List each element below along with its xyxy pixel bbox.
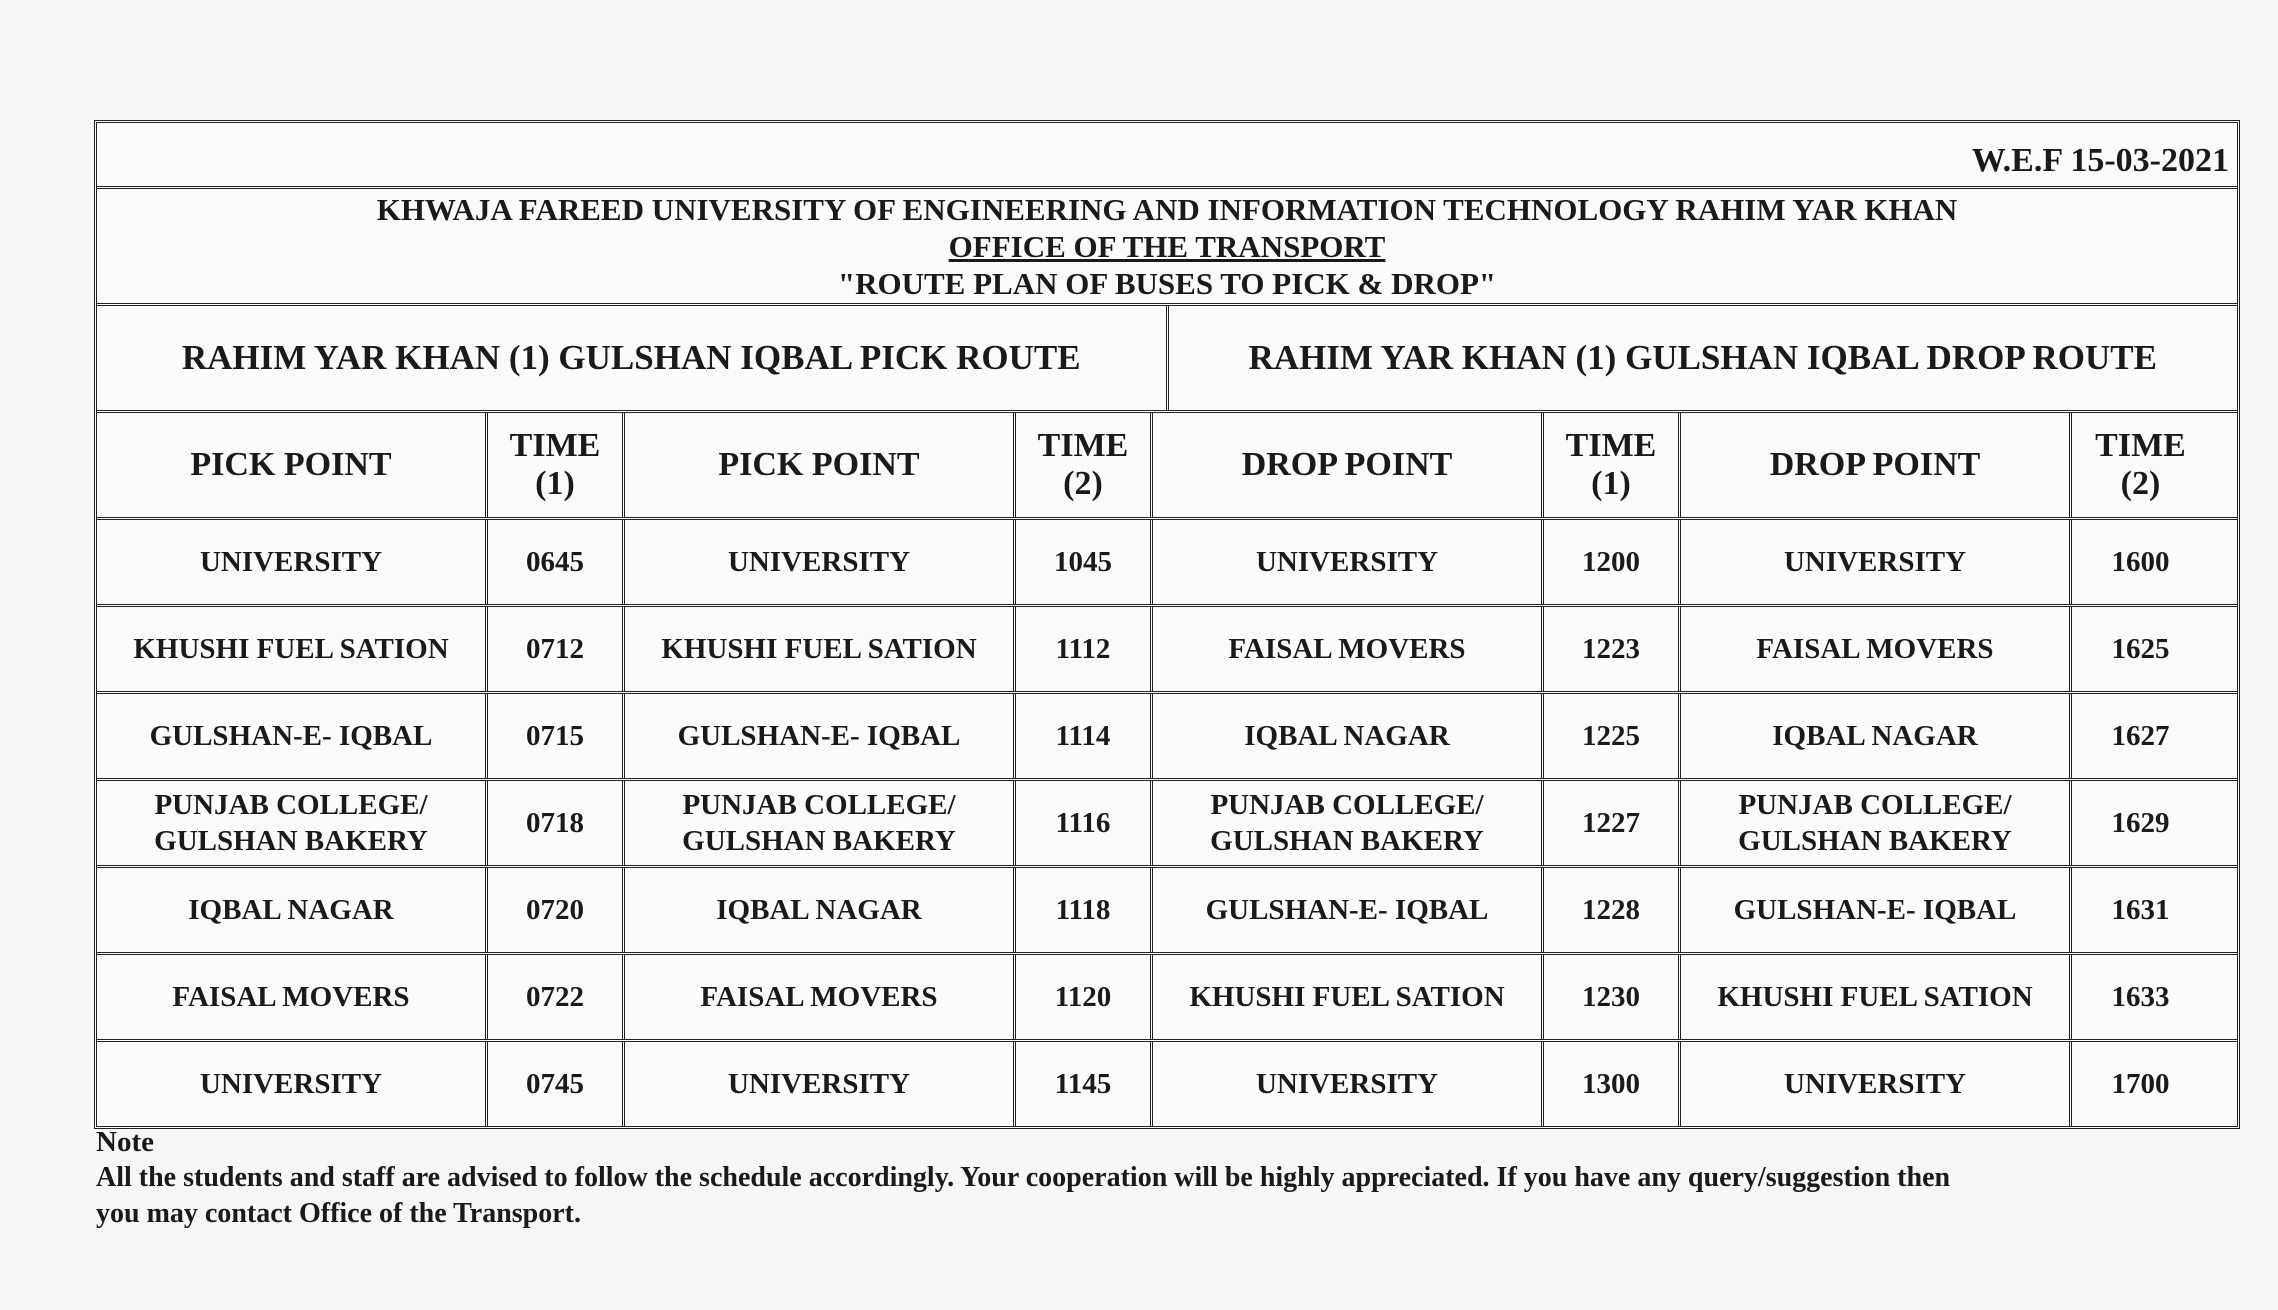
time-cell: 1223 <box>1544 607 1681 691</box>
time-cell: 1627 <box>2111 720 2170 752</box>
time-cell: 1120 <box>1016 955 1153 1039</box>
time-cell: 0722 <box>488 955 625 1039</box>
time-cell: 1625 <box>2111 633 2170 665</box>
stop-name-cell: IQBAL NAGAR <box>97 868 488 952</box>
effective-date: W.E.F 15-03-2021 <box>1971 142 2229 179</box>
stop-name-cell: UNIVERSITY <box>97 520 488 604</box>
route-plan-table <box>94 120 2240 1129</box>
time-cell: 0718 <box>488 781 625 865</box>
table-row <box>97 1042 2237 1126</box>
note-section <box>96 1124 2236 1232</box>
stop-name-cell: KHUSHI FUEL SATION <box>1681 955 2072 1039</box>
stop-name-cell: GULSHAN-E- IQBAL <box>97 694 488 778</box>
column-header: TIME (1) <box>1544 413 1681 517</box>
stop-name-cell: UNIVERSITY <box>625 520 1016 604</box>
time-cell: 0720 <box>488 868 625 952</box>
stop-name-cell: PUNJAB COLLEGE/ GULSHAN BAKERY <box>625 781 1016 865</box>
column-header: DROP POINT <box>1681 413 2072 517</box>
stop-name-cell: GULSHAN-E- IQBAL <box>1153 868 1544 952</box>
time-cell: 1114 <box>1016 694 1153 778</box>
column-header: PICK POINT <box>625 413 1016 517</box>
stop-name-cell: FAISAL MOVERS <box>1153 607 1544 691</box>
stop-name-cell: GULSHAN-E- IQBAL <box>625 694 1016 778</box>
university-name: KHWAJA FAREED UNIVERSITY OF ENGINEERING AND INFORMATION TECHNOLOGY RAHIM YAR KHAN <box>376 191 1958 227</box>
time-cell: 0715 <box>488 694 625 778</box>
table-body <box>97 520 2237 1126</box>
time-cell: 1600 <box>2111 546 2170 578</box>
stop-name-cell: PUNJAB COLLEGE/ GULSHAN BAKERY <box>1153 781 1544 865</box>
time-cell: 0712 <box>488 607 625 691</box>
stop-name-cell: KHUSHI FUEL SATION <box>97 607 488 691</box>
time-cell: 1112 <box>1016 607 1153 691</box>
stop-name-cell: UNIVERSITY <box>1681 520 2072 604</box>
table-row <box>97 868 2237 955</box>
stop-name-cell: UNIVERSITY <box>97 1042 488 1126</box>
time-cell: 1145 <box>1016 1042 1153 1126</box>
column-header: DROP POINT <box>1153 413 1544 517</box>
drop-route-title: RAHIM YAR KHAN (1) GULSHAN IQBAL DROP ROUTE <box>1248 338 2157 377</box>
time-cell: 1116 <box>1016 781 1153 865</box>
time-cell: 1118 <box>1016 868 1153 952</box>
stop-name-cell: FAISAL MOVERS <box>625 955 1016 1039</box>
route-titles-row <box>97 306 2237 413</box>
office-title: OFFICE OF THE TRANSPORT <box>948 228 1386 264</box>
plan-title: "ROUTE PLAN OF BUSES TO PICK & DROP" <box>837 265 1497 301</box>
wef-row <box>97 123 2237 189</box>
note-title: Note <box>96 1126 154 1158</box>
pick-route-title: RAHIM YAR KHAN (1) GULSHAN IQBAL PICK ROUTE <box>97 306 1169 410</box>
stop-name-cell: UNIVERSITY <box>1153 520 1544 604</box>
stop-name-cell: KHUSHI FUEL SATION <box>625 607 1016 691</box>
table-row <box>97 781 2237 868</box>
note-text-line-2: you may contact Office of the Transport. <box>96 1198 581 1229</box>
time-cell: 1228 <box>1544 868 1681 952</box>
time-cell: 0745 <box>488 1042 625 1126</box>
time-cell: 1230 <box>1544 955 1681 1039</box>
time-cell: 1300 <box>1544 1042 1681 1126</box>
time-cell: 1633 <box>2111 981 2170 1013</box>
column-header: TIME (2) <box>1016 413 1153 517</box>
stop-name-cell: PUNJAB COLLEGE/ GULSHAN BAKERY <box>1681 781 2072 865</box>
time-cell: 1200 <box>1544 520 1681 604</box>
time-cell: 1045 <box>1016 520 1153 604</box>
note-text-line-1: All the students and staff are advised to follow the schedule accordingly. Your cooperation will be highly appreciated. If you have any query/suggestion then <box>96 1162 1951 1193</box>
document-header <box>97 189 2237 306</box>
column-header: PICK POINT <box>97 413 488 517</box>
stop-name-cell: IQBAL NAGAR <box>625 868 1016 952</box>
time-cell: 1700 <box>2111 1068 2170 1100</box>
stop-name-cell: UNIVERSITY <box>625 1042 1016 1126</box>
column-header-row <box>97 413 2237 520</box>
stop-name-cell: IQBAL NAGAR <box>1681 694 2072 778</box>
table-row <box>97 694 2237 781</box>
time-cell: 1631 <box>2111 894 2170 926</box>
stop-name-cell: PUNJAB COLLEGE/ GULSHAN BAKERY <box>97 781 488 865</box>
table-row <box>97 607 2237 694</box>
table-row <box>97 955 2237 1042</box>
stop-name-cell: KHUSHI FUEL SATION <box>1153 955 1544 1039</box>
stop-name-cell: IQBAL NAGAR <box>1153 694 1544 778</box>
stop-name-cell: UNIVERSITY <box>1153 1042 1544 1126</box>
time-cell: 1227 <box>1544 781 1681 865</box>
stop-name-cell: GULSHAN-E- IQBAL <box>1681 868 2072 952</box>
column-header: TIME (2) <box>2095 427 2186 502</box>
time-cell: 1629 <box>2111 807 2170 839</box>
stop-name-cell: FAISAL MOVERS <box>97 955 488 1039</box>
table-row <box>97 520 2237 607</box>
stop-name-cell: FAISAL MOVERS <box>1681 607 2072 691</box>
stop-name-cell: UNIVERSITY <box>1681 1042 2072 1126</box>
time-cell: 1225 <box>1544 694 1681 778</box>
column-header: TIME (1) <box>488 413 625 517</box>
time-cell: 0645 <box>488 520 625 604</box>
